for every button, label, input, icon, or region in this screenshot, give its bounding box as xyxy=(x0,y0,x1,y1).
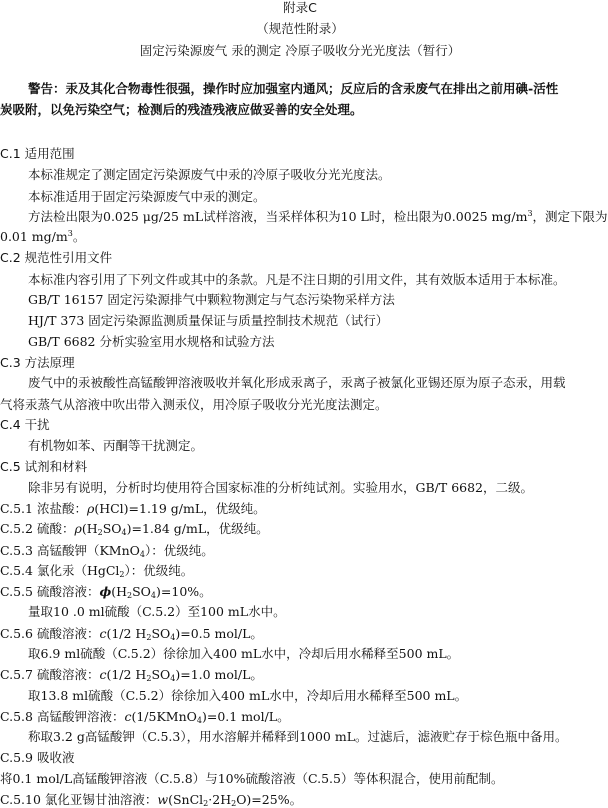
section-c2-heading: C.2 规范性引用文件 xyxy=(0,250,113,266)
section-c5-heading: C.5 试剂和材料 xyxy=(0,459,88,475)
item-c5-7-prep: 取13.8 ml硫酸（C.5.2）徐徐加入400 mL水中，冷却后用水稀释至500 mL。 xyxy=(28,687,468,703)
c1-paragraph-2: 本标准适用于固定污染源废气中汞的测定。 xyxy=(28,188,266,204)
item-c5-6: C.5.6 硫酸溶液：c(1/2 $H_2SO_4)=0.5$ mol/L。 xyxy=(0,625,263,642)
c2-paragraph: 本标准内容引用了下列文件或其中的条款。凡是不注日期的引用文件，其有效版本适用于本标准。 xyxy=(28,271,566,287)
reference-gbt6682: GB/T 6682 分析实验室用水规格和试验方法 xyxy=(28,333,275,349)
item-c5-7: C.5.7 硫酸溶液：c(1/2 $H_2SO_4)=1.0$ mol/L。 xyxy=(0,667,263,684)
item-c5-5-prep: 量取10 .0 ml硫酸（C.5.2）至100 mL水中。 xyxy=(28,604,286,620)
section-c1-heading: C.1 适用范围 xyxy=(0,146,75,161)
c3-line-2: 气将汞蒸气从溶液中吹出带入测汞仪，用冷原子吸收分光光度法测定。 xyxy=(0,396,388,412)
item-c5-8-prep: 称取3.2 g高锰酸钾（C.5.3），用水溶解并稀释到1000 mL。过滤后，滤液贮存于棕色瓶中备用。 xyxy=(28,729,568,745)
warning-line-1: 警告：汞及其化合物毒性很强，操作时应加强室内通风；反应后的含汞废气在排出之前用碘-活性 xyxy=(28,81,559,97)
reference-gbt16157: GB/T 16157 固定污染源排气中颗粒物测定与气态污染物采样方法 xyxy=(28,292,395,307)
c1-detection-limit: 方法检出限为0.025 μg/25 mL试样溶液，当采样体积为10 L时，检出限为0.0025 $mg/m^3$，测定下限为 xyxy=(28,208,608,224)
section-c4-heading: C.4 干扰 xyxy=(0,416,50,432)
method-title: 固定污染源废气 汞的测定 冷原子吸收分光光度法（暂行） xyxy=(139,42,461,58)
appendix-title: 附录C xyxy=(283,0,317,15)
item-c5-5: C.5.5 硫酸溶液：$\phi(H_2SO_4)=10\%$。 xyxy=(0,584,212,601)
c3-line-1: 废气中的汞被酸性高锰酸钾溶液吸收并氧化形成汞离子，汞离子被氯化亚锡还原为原子态汞，用载 xyxy=(28,375,566,391)
section-c3-heading: C.3 方法原理 xyxy=(0,354,75,370)
item-c5-9: C.5.9 吸收液 xyxy=(0,750,75,766)
item-c5-2: C.5.2 硫酸：$\rho(H_2SO_4)=1.84$ g/mL，优级纯。 xyxy=(0,521,269,538)
c1-paragraph-1: 本标准规定了测定固定污染源废气中汞的冷原子吸收分光光度法。 xyxy=(28,167,391,183)
warning-line-2: 炭吸附，以免污染空气；检测后的残渣残液应做妥善的安全处理。 xyxy=(0,102,363,118)
reference-hjt373: HJ/T 373 固定污染源监测质量保证与质量控制技术规范（试行） xyxy=(28,313,389,329)
item-c5-1: C.5.1 浓盐酸：ρ(HCl)=1.19 g/mL，优级纯。 xyxy=(0,500,266,516)
item-c5-9-prep: 将0.1 mol/L高锰酸钾溶液（C.5.8）与10%硫酸溶液（C.5.5）等体积混合，使用前配制。 xyxy=(0,770,504,786)
annex-type: （规范性附录） xyxy=(256,21,344,37)
item-c5-3: C.5.3 高锰酸钾（KMnO$_4$）：优级纯。 xyxy=(0,542,214,559)
c4-paragraph: 有机物如苯、丙酮等干扰测定。 xyxy=(28,438,204,453)
item-c5-4: C.5.4 氯化汞（HgCl$_2$）：优级纯。 xyxy=(0,562,194,579)
item-c5-10: C.5.10 氯化亚锡甘油溶液：$w(SnCl_2\cdot 2H_2O)=25\%$。 xyxy=(0,792,303,808)
item-c5-6-prep: 取6.9 ml硫酸（C.5.2）徐徐加入400 mL水中，冷却后用水稀释至500 mL。 xyxy=(28,646,460,661)
c1-lower-limit: 0.01 $mg/m^3$。 xyxy=(0,229,86,245)
item-c5-8: C.5.8 高锰酸钾溶液：c(1/5KMnO$_4$)=0.1 mol/L。 xyxy=(0,708,290,725)
c5-paragraph: 除非另有说明，分析时均使用符合国家标准的分析纯试剂。实验用水，GB/T 6682，二级。 xyxy=(28,479,534,495)
